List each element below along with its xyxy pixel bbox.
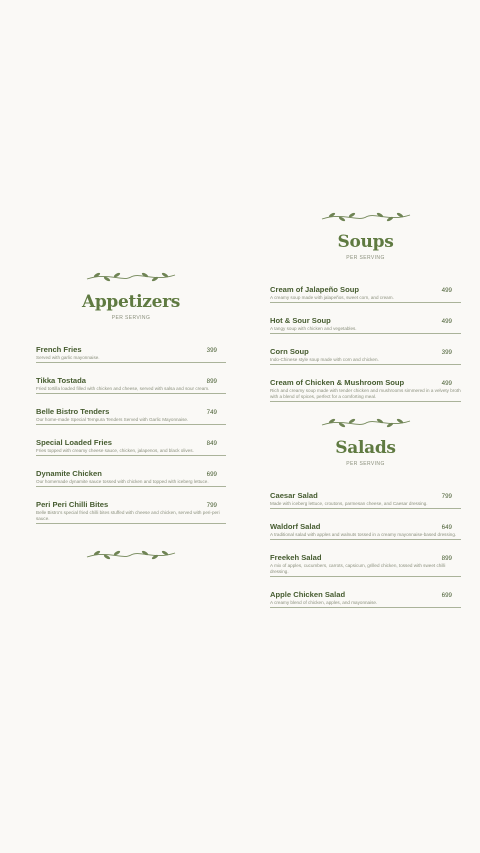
item-header [270,285,461,294]
salads-per-serving: PER SERVING [346,461,385,467]
item-name: French Fries [36,345,82,354]
item-header [270,347,461,356]
vine-ornament-icon [318,416,414,430]
item-description: A creamy blend of chicken, apples, and mayonnaise. [270,600,378,605]
item-name: Peri Peri Chilli Bites [36,500,109,509]
item-description: Our home-made Special Tempura Tenders Served with Garlic Mayonnaise. [36,417,189,422]
item-name: Caesar Salad [270,491,318,500]
item-price: 399 [206,347,217,354]
item-name: Corn Soup [270,347,309,356]
menu-item [36,438,226,456]
item-price: 699 [206,471,217,478]
menu-item [36,469,226,487]
item-name: Apple Chicken Salad [270,590,346,599]
item-description: Served with garlic mayonnaise. [36,355,100,360]
menu-item [270,590,461,608]
item-price: 499 [441,318,452,325]
item-description: Belle Bistro's special fried chilli bites stuffed with cheese and chicken, served with peri-peri sauce. [36,510,220,521]
appetizers-section [36,270,226,562]
item-name: Belle Bistro Tenders [36,407,110,416]
item-name: Cream of Jalapeño Soup [270,285,360,294]
item-price: 649 [441,524,452,531]
item-name: Special Loaded Fries [36,438,112,447]
vine-ornament-icon [83,270,179,284]
item-header [270,590,461,599]
menu-item [36,500,226,524]
soups-per-serving: PER SERVING [346,255,385,261]
item-description: Made with iceberg lettuce, croutons, parmesan cheese, and Caesar dressing. [270,501,428,506]
item-price: 749 [206,409,217,416]
item-name: Dynamite Chicken [36,469,102,478]
salads-title: Salads [335,438,396,458]
item-header [270,491,461,500]
item-header [270,522,461,531]
vine-ornament-icon [318,210,414,224]
item-name: Cream of Chicken & Mushroom Soup [270,378,405,387]
vine-ornament-icon [83,548,179,562]
soups-title: Soups [337,232,394,252]
item-price: 499 [441,287,452,294]
menu-item [270,553,461,577]
item-price: 699 [441,592,452,599]
item-price: 899 [206,378,217,385]
item-description: A mix of apples, cucumbers, carrots, capsicum, grilled chicken, tossed with sweet chilli dressing. [270,563,446,574]
appetizers-title: Appetizers [81,292,181,312]
menu-item [36,407,226,425]
item-header [36,500,226,509]
appetizers-per-serving: PER SERVING [111,315,151,321]
item-header [36,345,226,354]
item-description: A traditional salad with apples and walnuts tossed in a creamy mayonnaise-based dressing. [270,532,457,537]
item-name: Hot & Sour Soup [270,316,331,325]
item-description: A creamy soup made with jalapeños, sweet corn, and cream. [270,295,394,300]
item-header [36,407,226,416]
item-price: 849 [206,440,217,447]
menu-item [270,285,461,303]
menu-item [270,378,461,402]
item-name: Freekeh Salad [270,553,322,562]
menu-item [270,522,461,540]
item-description: Rich and creamy soup made with tender chicken and mushrooms simmered in a velvety broth with a blend of spices, perfect for a comforting meal. [270,388,461,399]
item-description: Fried tortilla loaded filled with chicken and cheese, served with salsa and sour cream. [36,386,210,391]
item-price: 899 [441,555,452,562]
soups-salads-column [270,210,461,608]
menu-item [270,347,461,365]
item-description: A tangy soup with chicken and vegetables. [270,326,357,331]
menu-item [36,345,226,363]
item-name: Tikka Tostada [36,376,86,385]
item-price: 499 [441,380,452,387]
menu-item [270,491,461,509]
item-header [36,376,226,385]
item-price: 399 [441,349,452,356]
item-price: 799 [206,502,217,509]
item-name: Waldorf Salad [270,522,321,531]
item-price: 799 [441,493,452,500]
item-description: Our homemade dynamite sauce tossed with chicken and topped with iceberg lettuce. [36,479,209,484]
item-header [270,553,461,562]
menu-item [36,376,226,394]
item-description: Fries topped with creamy cheese sauce, chicken, jalapenos, and black olives. [36,448,194,453]
item-header [270,378,461,387]
menu-item [270,316,461,334]
item-header [270,316,461,325]
item-header [36,469,226,478]
item-description: Indo-Chinese style soup made with corn and chicken. [270,357,379,362]
item-header [36,438,226,447]
